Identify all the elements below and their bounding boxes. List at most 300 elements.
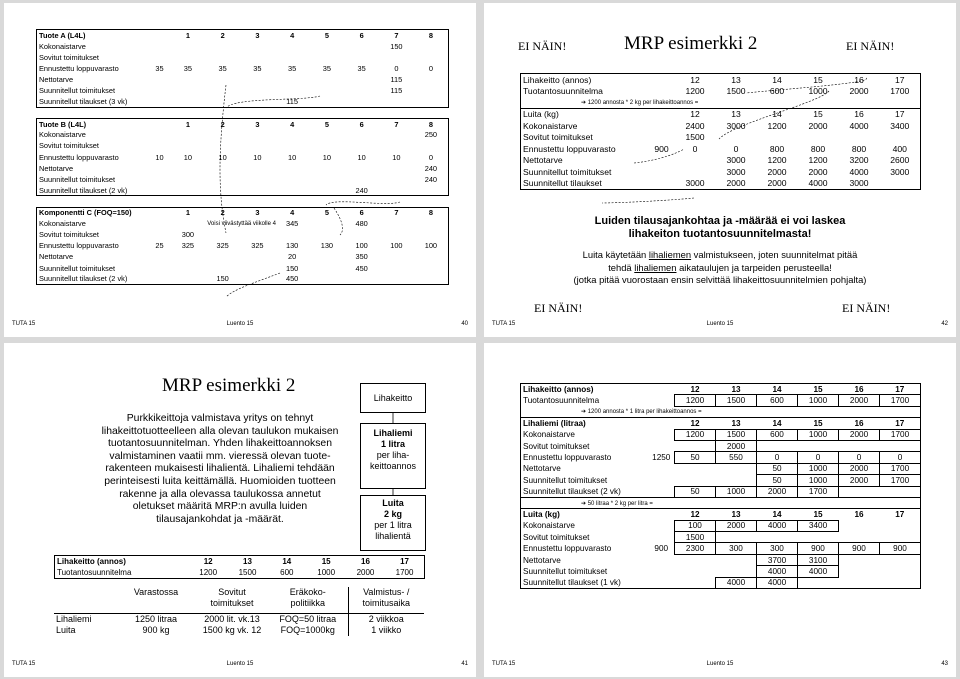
- initial-value: [649, 429, 675, 440]
- header-row: [55, 556, 425, 568]
- initial-value: [149, 174, 171, 185]
- table-row: [37, 63, 449, 74]
- table-row: [521, 475, 921, 486]
- period-header: 4: [275, 207, 310, 218]
- value-cell: [171, 185, 206, 196]
- value-cell: [310, 185, 345, 196]
- value-cell: 3100: [798, 554, 839, 565]
- value-cell: [379, 140, 414, 151]
- value-cell: 1700: [880, 85, 921, 97]
- value-cell: [275, 85, 310, 96]
- period-header: 16: [839, 418, 880, 429]
- footer-course: TUTA 15: [492, 661, 516, 667]
- value-cell: [716, 131, 757, 143]
- value-cell: 300: [181, 230, 195, 240]
- structure-mid-item: [360, 423, 426, 489]
- value-cell: [379, 274, 414, 285]
- footer-page: 43: [941, 661, 948, 667]
- value-cell: [414, 52, 449, 63]
- row-label: Tuotantosuunnitelma: [55, 567, 189, 579]
- value-cell: [205, 229, 240, 240]
- initial-value: [149, 96, 171, 107]
- value-cell: 480: [355, 219, 368, 229]
- value-cell: [379, 52, 414, 63]
- initial-value: [649, 155, 675, 167]
- row-label: Sovitut toimitukset: [521, 532, 649, 543]
- value-cell: [880, 178, 921, 190]
- value-cell: [275, 185, 310, 196]
- table-lihakeitto: [54, 555, 425, 579]
- row-label: Suunnitellut toimitukset: [37, 174, 149, 185]
- assumption-cell: Lihaliemi: [54, 614, 116, 626]
- value-cell: [240, 41, 275, 52]
- value-cell: [310, 174, 345, 185]
- value-cell: [240, 52, 275, 63]
- value-cell: 1700: [880, 463, 921, 474]
- description-line: tuotantosuunnitelman. Yhden lihakeittoannoksen: [108, 438, 332, 450]
- value-cell: [675, 554, 716, 565]
- assumptions-body: [54, 587, 424, 636]
- value-cell: [675, 440, 716, 451]
- value-cell: [379, 262, 414, 273]
- table-title: Tuote A (L4L): [37, 30, 149, 41]
- period-header: 13: [716, 384, 757, 395]
- initial-value: [149, 251, 171, 262]
- value-cell: 50: [757, 463, 798, 474]
- value-cell: [716, 532, 757, 543]
- table-row: [37, 41, 449, 52]
- value-cell: 50: [675, 452, 716, 463]
- value-cell: [171, 85, 206, 96]
- slide-footer: [12, 321, 468, 331]
- table-row: [521, 554, 921, 565]
- value-cell: 2000: [839, 463, 880, 474]
- table-title: Lihakeitto (annos): [521, 74, 675, 86]
- conversion-note: ➔ 1200 annosta * 2 kg per lihakeittoannos =: [521, 97, 921, 109]
- period-header: 6: [344, 207, 379, 218]
- initial-value: [649, 566, 675, 577]
- value-cell: [379, 129, 414, 140]
- value-cell: 10: [392, 152, 401, 162]
- value-cell: 1700: [880, 429, 921, 440]
- value-cell: [275, 129, 310, 140]
- value-cell: [379, 229, 414, 240]
- table-row: [521, 395, 921, 406]
- value-cell: [275, 41, 310, 52]
- value-cell: [205, 185, 240, 196]
- period-header: 14: [757, 108, 798, 120]
- row-label: Ennustettu loppuvarasto: [37, 152, 149, 163]
- period-header: 14: [757, 74, 798, 86]
- footer-page: 41: [461, 661, 468, 667]
- value-cell: [205, 251, 240, 262]
- value-cell: [205, 52, 240, 63]
- value-cell: 50: [675, 486, 716, 497]
- value-cell: [379, 251, 414, 262]
- value-cell: [205, 96, 240, 107]
- value-cell: 1000: [306, 567, 345, 579]
- warning-not-like-this: EI NÄIN!: [518, 39, 567, 53]
- value-cell: [839, 566, 880, 577]
- initial-value: [649, 486, 675, 497]
- period-header: 1: [171, 118, 206, 129]
- value-cell: 1500: [716, 429, 757, 440]
- row-label: Kokonaistarve: [37, 41, 149, 52]
- value-cell: 1500: [685, 132, 705, 143]
- value-cell: [310, 41, 345, 52]
- value-cell: [171, 174, 206, 185]
- value-cell: [205, 41, 240, 52]
- description-line: Purkkikeittoja valmistava yritys on tehnyt: [126, 413, 314, 424]
- footer-lecture: Luento 15: [226, 321, 254, 327]
- value-cell: 800: [810, 143, 826, 154]
- assumption-cell: 1500 kg vk. 12: [202, 625, 262, 635]
- column-header: [54, 587, 116, 614]
- value-cell: 1200: [808, 155, 828, 166]
- value-cell: [414, 41, 449, 52]
- value-cell: 550: [716, 452, 757, 463]
- value-cell: [275, 174, 310, 185]
- empty-cell: [649, 108, 675, 120]
- period-header: 13: [716, 74, 757, 86]
- value-cell: 900: [798, 543, 839, 554]
- table-title: Lihaliemi (litraa): [521, 418, 649, 429]
- value-cell: 2300: [675, 543, 716, 554]
- footer-course: TUTA 15: [12, 661, 36, 667]
- period-header: 7: [379, 30, 414, 41]
- value-cell: 4000: [798, 178, 839, 190]
- initial-value: 25: [155, 241, 164, 251]
- row-label: Suunnitellut toimitukset: [521, 166, 649, 178]
- period-header: 17: [385, 556, 424, 568]
- value-cell: [205, 74, 240, 85]
- period-header: 15: [306, 556, 345, 568]
- value-cell: [240, 163, 275, 174]
- assumption-cell: 900 kg: [142, 625, 170, 635]
- assumptions-row: [54, 614, 424, 626]
- period-header: 15: [798, 509, 839, 520]
- value-cell: 2000: [839, 475, 880, 486]
- initial-value: [649, 440, 675, 451]
- period-header: 5: [310, 118, 345, 129]
- initial-value: [149, 41, 171, 52]
- period-header: 14: [757, 509, 798, 520]
- row-label: Nettotarve: [37, 74, 149, 85]
- value-cell: 1200: [675, 395, 716, 406]
- value-cell: [205, 174, 240, 185]
- row-label: Sovitut toimitukset: [521, 440, 649, 451]
- period-header: 7: [379, 118, 414, 129]
- value-cell: [275, 140, 310, 151]
- value-cell: [344, 140, 379, 151]
- period-header: 15: [798, 108, 839, 120]
- value-cell: [344, 229, 379, 240]
- structure-text: 1 litra: [380, 439, 405, 449]
- row-label: Nettotarve: [37, 251, 149, 262]
- table-row: [521, 566, 921, 577]
- mrp-table-luita-wrong: [520, 73, 921, 190]
- value-cell: 1000: [808, 85, 828, 96]
- structure-text: Luita: [382, 498, 404, 508]
- value-cell: [675, 155, 716, 167]
- value-cell: [839, 486, 880, 497]
- value-cell: 0: [692, 143, 698, 154]
- value-cell: 1000: [798, 475, 839, 486]
- period-header: 17: [880, 418, 921, 429]
- footer-course: TUTA 15: [492, 321, 516, 327]
- value-cell: [716, 554, 757, 565]
- value-cell: 50: [757, 475, 798, 486]
- row-label: Suunnitellut toimitukset: [521, 566, 649, 577]
- initial-value: [149, 140, 171, 151]
- mrp-table-correct: [520, 383, 921, 589]
- header-row: [521, 384, 921, 395]
- period-header: 6: [344, 30, 379, 41]
- value-cell: [171, 140, 206, 151]
- column-header: Sovitut toimitukset: [210, 587, 254, 608]
- column-header: Varastossa: [133, 587, 179, 597]
- value-cell: 10: [322, 152, 331, 162]
- value-cell: [205, 129, 240, 140]
- value-cell: 600: [757, 429, 798, 440]
- delay-note: Voisi viivästyttää viikolle 4: [207, 220, 276, 227]
- value-cell: [240, 74, 275, 85]
- slide-40: [4, 3, 476, 337]
- value-cell: [310, 251, 345, 262]
- initial-value: [149, 52, 171, 63]
- value-cell: [379, 185, 414, 196]
- value-cell: [171, 96, 206, 107]
- initial-value: [149, 262, 171, 273]
- initial-value: [149, 229, 171, 240]
- table-title: Lihakeitto (annos): [521, 384, 675, 395]
- period-header: 1: [171, 207, 206, 218]
- row-label: Suunnitellut tilaukset (2 vk): [37, 185, 149, 196]
- value-cell: [171, 129, 206, 140]
- value-cell: 1500: [228, 567, 267, 579]
- initial-value: [149, 163, 171, 174]
- value-cell: 325: [216, 241, 229, 251]
- value-cell: [344, 41, 379, 52]
- value-cell: 4000: [849, 120, 869, 131]
- table-tuote-a: [37, 30, 449, 108]
- value-cell: 4000: [757, 566, 798, 577]
- table-title: Lihakeitto (annos): [55, 556, 189, 568]
- warning-not-like-this: EI NÄIN!: [842, 301, 891, 315]
- value-cell: [344, 163, 379, 174]
- table-luita: [521, 108, 921, 189]
- initial-value: [649, 475, 675, 486]
- value-cell: [171, 262, 206, 273]
- value-cell: 600: [757, 395, 798, 406]
- description-line: lihakeittotuotteelleen alla olevan taulukon mukaisen: [101, 425, 339, 437]
- value-cell: [310, 218, 345, 229]
- table-row: [37, 185, 449, 196]
- value-cell: 115: [390, 86, 403, 96]
- header-row: [37, 207, 449, 218]
- value-cell: 0: [394, 63, 399, 73]
- period-header: 12: [675, 74, 716, 86]
- slide-footer: [12, 661, 468, 671]
- slide-footer: [492, 661, 948, 671]
- value-cell: [414, 85, 449, 96]
- mrp-tables-abc: [36, 29, 449, 285]
- table-row: [37, 218, 449, 229]
- period-header: 17: [880, 74, 921, 86]
- row-label: Suunnitellut tilaukset (3 vk): [37, 96, 149, 107]
- value-cell: 300: [757, 543, 798, 554]
- value-cell: 3400: [880, 120, 921, 132]
- period-header: 14: [757, 418, 798, 429]
- value-cell: [275, 229, 310, 240]
- value-cell: 100: [675, 520, 716, 531]
- row-label: Suunnitellut toimitukset: [37, 85, 149, 96]
- value-cell: [379, 163, 414, 174]
- structure-text: per 1 litra: [374, 520, 412, 530]
- table-row: [521, 486, 921, 497]
- value-cell: [757, 131, 798, 143]
- value-cell: [839, 554, 880, 565]
- value-cell: 35: [357, 63, 366, 73]
- period-header: 16: [839, 74, 880, 86]
- initial-value: [649, 532, 675, 543]
- row-label: Sovitut toimitukset: [37, 229, 149, 240]
- initial-value: 10: [155, 152, 164, 162]
- table-row: [37, 262, 449, 273]
- initial-value: [649, 577, 675, 588]
- empty-cell: [649, 418, 675, 429]
- value-cell: [171, 41, 206, 52]
- period-header: 12: [675, 509, 716, 520]
- value-cell: [310, 129, 345, 140]
- initial-value: [649, 520, 675, 531]
- row-label: Suunnitellut toimitukset: [37, 262, 149, 273]
- value-cell: [880, 131, 921, 143]
- table-lihakeitto-body: [55, 556, 425, 579]
- value-cell: 2000: [757, 178, 798, 190]
- table-row: [521, 178, 921, 190]
- value-cell: 1500: [716, 395, 757, 406]
- description-line: rakenteen mukaisesti lihalientä. Lihaliemi tehdään: [105, 463, 335, 475]
- value-cell: [344, 274, 379, 285]
- row-label: Ennustettu loppuvarasto: [521, 543, 649, 554]
- value-cell: [171, 52, 206, 63]
- value-cell: 1700: [798, 486, 839, 497]
- period-header: 12: [675, 108, 716, 120]
- value-cell: [171, 74, 206, 85]
- table-title: Luita (kg): [521, 509, 649, 520]
- table-title: Tuote B (L4L): [37, 118, 149, 129]
- table-row: [37, 85, 449, 96]
- footer-page: 40: [461, 321, 468, 327]
- value-cell: [240, 140, 275, 151]
- period-header: 13: [716, 509, 757, 520]
- warning-not-like-this: EI NÄIN!: [534, 301, 583, 315]
- initial-value: 900: [654, 544, 669, 554]
- value-cell: 1200: [189, 567, 228, 579]
- initial-value: 35: [155, 63, 164, 73]
- value-cell: 35: [183, 63, 192, 73]
- assumptions-header-row: [54, 587, 424, 614]
- empty-cell: [149, 30, 171, 41]
- assumption-cell: Luita: [56, 625, 76, 635]
- value-cell: 2000: [808, 167, 828, 178]
- period-header: 12: [675, 418, 716, 429]
- value-cell: 130: [320, 241, 334, 251]
- value-cell: 250: [414, 129, 449, 140]
- value-cell: 2600: [880, 155, 921, 167]
- initial-value: [649, 178, 675, 190]
- value-cell: [839, 577, 880, 588]
- explanation: Luita käytetään lihaliemen valmistukseen, joten suunnitelmat pitää tehdä lihaliemen aikataulujen ja tarpeiden perusteella! (jotka pitää vuorostaan ensin selvittää lihakeittosuunnitelmien pohjalta): [573, 249, 867, 285]
- value-cell: [344, 96, 379, 107]
- value-cell: [171, 274, 206, 285]
- value-cell: 325: [251, 241, 264, 251]
- value-cell: 450: [275, 274, 310, 285]
- value-cell: [240, 96, 275, 107]
- table-row: [37, 74, 449, 85]
- value-cell: [839, 131, 880, 143]
- value-cell: 600: [267, 567, 306, 579]
- value-cell: 1700: [385, 567, 424, 579]
- value-cell: 2000: [716, 520, 757, 531]
- table-row: [521, 463, 921, 474]
- value-cell: [310, 96, 345, 107]
- value-cell: [839, 440, 880, 451]
- table-lihakeitto: [521, 74, 921, 109]
- row-label: Kokonaistarve: [37, 129, 149, 140]
- period-header: 12: [189, 556, 228, 568]
- table-row: [37, 152, 449, 163]
- value-cell: 800: [851, 143, 867, 154]
- table-row: [521, 440, 921, 451]
- value-cell: [275, 74, 310, 85]
- table-row: [521, 85, 921, 97]
- structure-top-item: Lihakeitto: [360, 383, 426, 413]
- value-cell: 150: [205, 274, 240, 285]
- value-cell: [675, 463, 716, 474]
- value-cell: 0: [839, 452, 880, 463]
- initial-value: [149, 218, 171, 229]
- value-cell: 3000: [880, 166, 921, 178]
- column-header: Eräkoko- politiikka: [289, 587, 326, 608]
- table-lihaliemi: [521, 418, 921, 509]
- assumption-cell: FOQ=1000kg: [280, 625, 335, 635]
- value-cell: [240, 85, 275, 96]
- assumptions-row: [54, 625, 424, 636]
- value-cell: 150: [285, 263, 299, 273]
- value-cell: 2400: [685, 120, 705, 131]
- period-header: 13: [228, 556, 267, 568]
- value-cell: 150: [390, 41, 403, 51]
- value-cell: 3700: [757, 554, 798, 565]
- table-row: [521, 120, 921, 132]
- table-row: [521, 131, 921, 143]
- value-cell: 3000: [726, 167, 746, 178]
- row-label: Tuotantosuunnitelma: [521, 85, 675, 97]
- value-cell: [240, 174, 275, 185]
- value-cell: [275, 163, 310, 174]
- value-cell: 4000: [798, 566, 839, 577]
- initial-value: [149, 185, 171, 196]
- table-title: Luita (kg): [521, 108, 649, 120]
- table-row: [521, 520, 921, 531]
- table-row: [521, 143, 921, 155]
- value-cell: 1000: [798, 395, 839, 406]
- value-cell: [310, 163, 345, 174]
- description-line: perinteisesti luita keittämällä. Huomioiden tuotteen: [104, 475, 336, 487]
- table-tuote-b: [37, 118, 449, 196]
